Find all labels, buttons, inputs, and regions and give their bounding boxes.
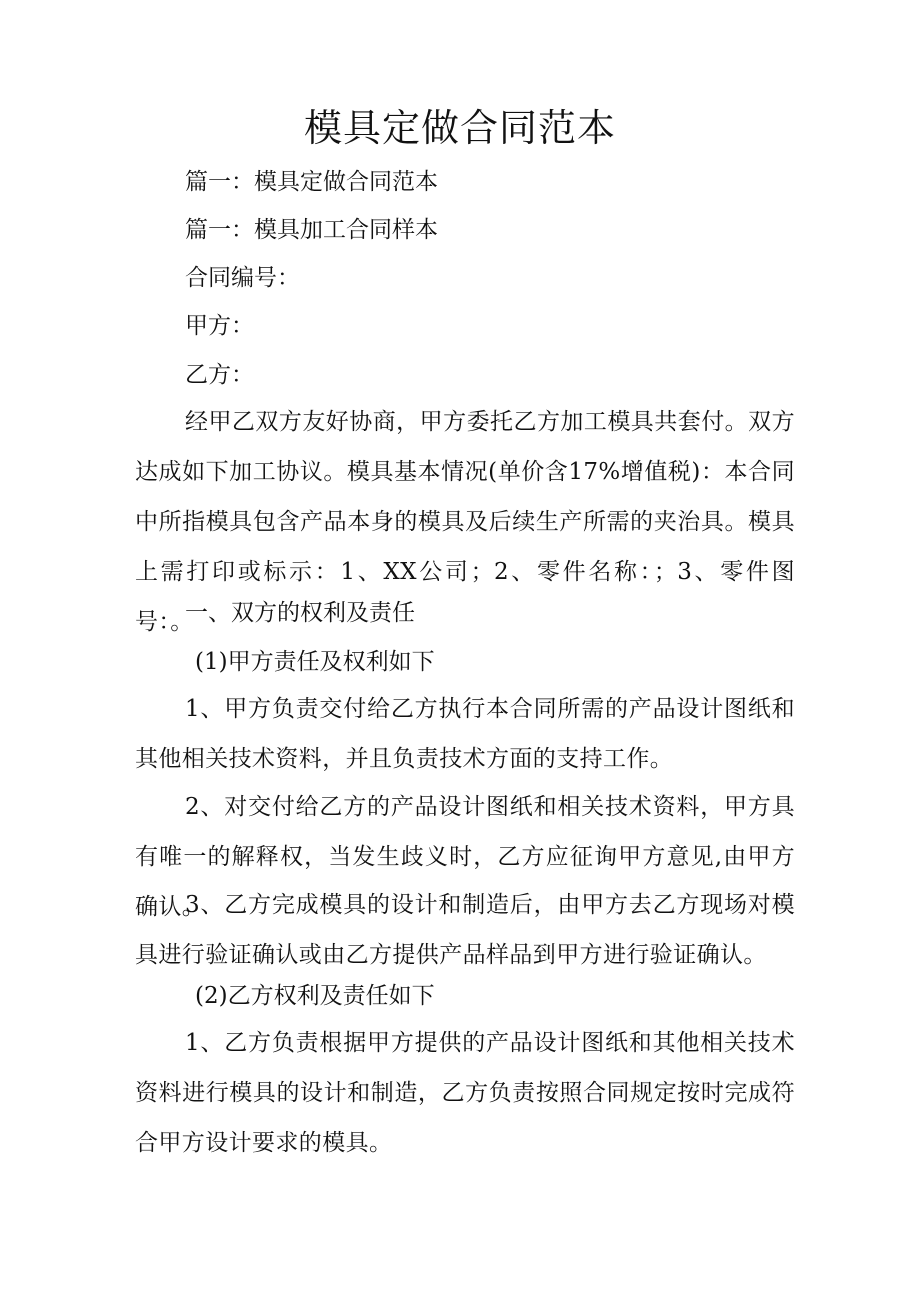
party-a-label: 甲方： xyxy=(185,313,254,339)
party-a-item-3: 3、乙方完成模具的设计和制造后，由甲方去乙方现场对模具进行验证确认或由乙方提供产品样品到甲方进行验证确认。 xyxy=(135,892,795,968)
party-a-item-2: 2、对交付给乙方的产品设计图纸和相关技术资料，甲方具有唯一的解释权，当发生歧义时，乙方应征询甲方意见,由甲方确认。 xyxy=(135,794,795,920)
subsection-heading-party-b: (2)乙方权利及责任如下 xyxy=(195,983,435,1009)
intro-paragraph: 经甲乙双方友好协商，甲方委托乙方加工模具共套付。双方达成如下加工协议。模具基本情况(单价含17%增值税)：本合同中所指模具包含产品本身的模具及后续生产所需的夹治具。模具上需打印或标示：1、XX公司；2、零件名称：；3、零件图号：。 xyxy=(135,409,795,635)
party-a-item-1: 1、甲方负责交付给乙方执行本合同所需的产品设计图纸和其他相关技术资料，并且负责技术方面的支持工作。 xyxy=(135,696,795,772)
section-heading-rights: 一、双方的权利及责任 xyxy=(185,600,415,626)
document-title: 模具定做合同范本 xyxy=(303,106,616,150)
party-b-item-1: 1、乙方负责根据甲方提供的产品设计图纸和其他相关技术资料进行模具的设计和制造，乙方负责按照合同规定按时完成符合甲方设计要求的模具。 xyxy=(135,1030,795,1156)
toc-item-1: 篇一：模具定做合同范本 xyxy=(185,169,438,195)
subsection-heading-party-a: (1)甲方责任及权利如下 xyxy=(195,649,435,675)
toc-item-2: 篇一：模具加工合同样本 xyxy=(185,217,438,243)
party-b-label: 乙方： xyxy=(185,362,254,388)
contract-number-label: 合同编号： xyxy=(185,265,300,291)
